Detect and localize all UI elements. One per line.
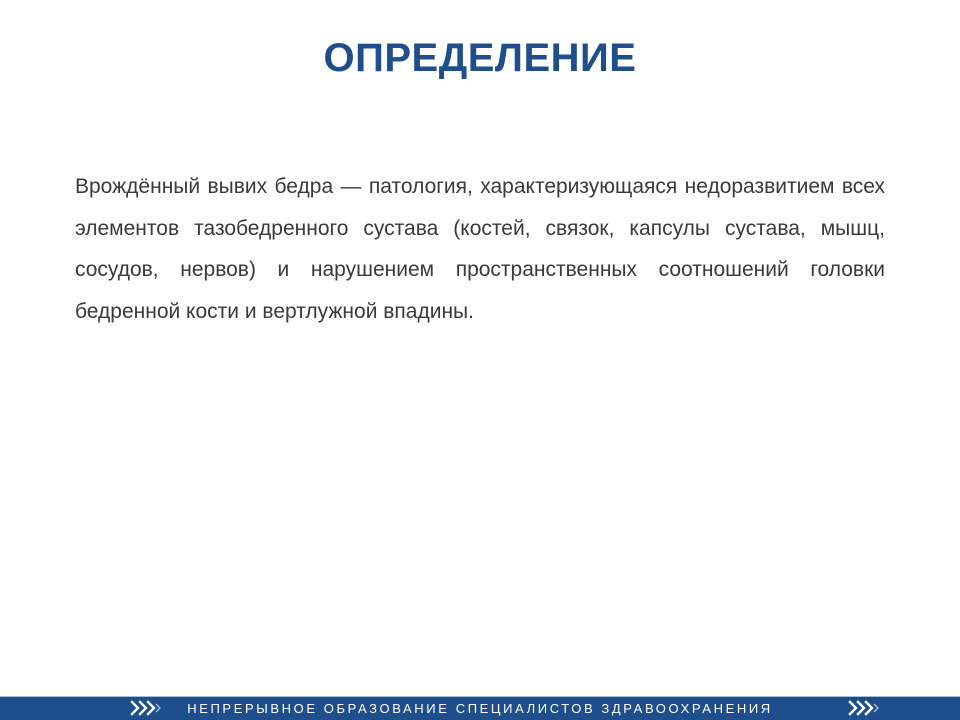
- double-chevron-right-icon: [846, 699, 886, 717]
- footer-label: НЕПРЕРЫВНОЕ ОБРАЗОВАНИЕ СПЕЦИАЛИСТОВ ЗДРАВООХРАНЕНИЯ: [187, 701, 773, 716]
- slide-title: ОПРЕДЕЛЕНИЕ: [323, 36, 637, 80]
- footer-bar: [0, 696, 960, 720]
- definition-text: Врождённый вывих бедра — патология, характеризующаяся недоразвитием всех элементов тазобедренного сустава (костей, связок, капсулы сустава, мышц, сосудов, нервов) и нарушением пространственных соотношений головки бедренной кости и вертлужной впадины.: [75, 175, 885, 323]
